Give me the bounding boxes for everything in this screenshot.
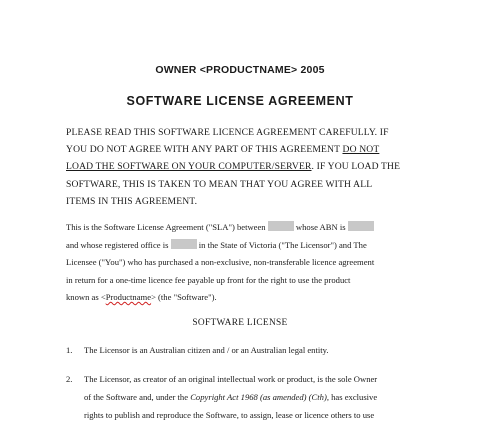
list-item-line bbox=[66, 370, 480, 388]
item-text: rights to publish and reproduce the Software, to assign, lease or licence others to use bbox=[84, 410, 375, 420]
item-text: The Licensor is an Australian citizen and / or an Australian legal entity. bbox=[84, 345, 329, 355]
redacted-abn bbox=[348, 221, 374, 231]
intro-text: > (the "Software"). bbox=[151, 292, 217, 302]
intro-paragraph bbox=[66, 219, 416, 307]
section-heading: SOFTWARE LICENSE bbox=[192, 318, 288, 328]
intro-line: in return for a one-time licence fee payable up front for the right to use the product bbox=[66, 274, 351, 285]
notice-line: ITEMS IN THIS AGREEMENT. bbox=[66, 195, 198, 207]
intro-text: This is the Software License Agreement ("SLA") between bbox=[66, 222, 266, 232]
item-number: 1. bbox=[66, 345, 73, 355]
list-item bbox=[66, 370, 480, 424]
owner-line: OWNER <PRODUCTNAME> 2005 bbox=[155, 64, 325, 76]
notice-underlined: DO NOT bbox=[342, 144, 380, 156]
intro-line bbox=[66, 219, 416, 237]
redacted-name bbox=[268, 221, 294, 231]
intro-line bbox=[66, 237, 416, 255]
notice-underlined: LOAD THE SOFTWARE ON YOUR COMPUTER/SERVER bbox=[66, 161, 312, 173]
notice-line bbox=[66, 158, 406, 175]
notice-text: YOU DO NOT AGREE WITH ANY PART OF THIS AGREEMENT bbox=[66, 144, 343, 156]
intro-line: Licensee ("You") who has purchased a non-exclusive, non-transferable licence agreement bbox=[66, 257, 375, 267]
item-number: 2. bbox=[66, 374, 73, 384]
intro-text: known as < bbox=[66, 292, 106, 302]
intro-line bbox=[66, 289, 416, 307]
notice-line bbox=[66, 141, 406, 158]
list-item-line bbox=[66, 388, 480, 406]
item-text: of the Software and, under the bbox=[84, 392, 191, 402]
item-text: , has exclusive bbox=[326, 392, 378, 402]
item-text: The Licensor, as creator of an original intellectual work or product, is the sole Owner bbox=[84, 374, 378, 384]
notice-text: . IF YOU LOAD THE bbox=[311, 161, 401, 173]
caps-notice bbox=[66, 124, 406, 210]
intro-text: in the State of Victoria ("The Licensor") and The bbox=[198, 239, 367, 250]
redacted-office bbox=[171, 239, 197, 249]
product-name: Productname bbox=[105, 292, 152, 302]
list-item-line bbox=[66, 341, 480, 359]
notice-line: SOFTWARE, THIS IS TAKEN TO MEAN THAT YOU AGREE WITH ALL bbox=[66, 178, 373, 190]
list-item bbox=[66, 341, 480, 359]
document-title: SOFTWARE LICENSE AGREEMENT bbox=[126, 94, 354, 108]
list-item-line bbox=[66, 406, 480, 424]
notice-line: PLEASE READ THIS SOFTWARE LICENCE AGREEMENT CAREFULLY. IF bbox=[66, 127, 389, 138]
act-citation: Copyright Act 1968 (as amended) (Cth) bbox=[190, 392, 327, 402]
intro-text: whose ABN is bbox=[295, 222, 346, 232]
intro-text: and whose registered office is bbox=[66, 239, 169, 250]
